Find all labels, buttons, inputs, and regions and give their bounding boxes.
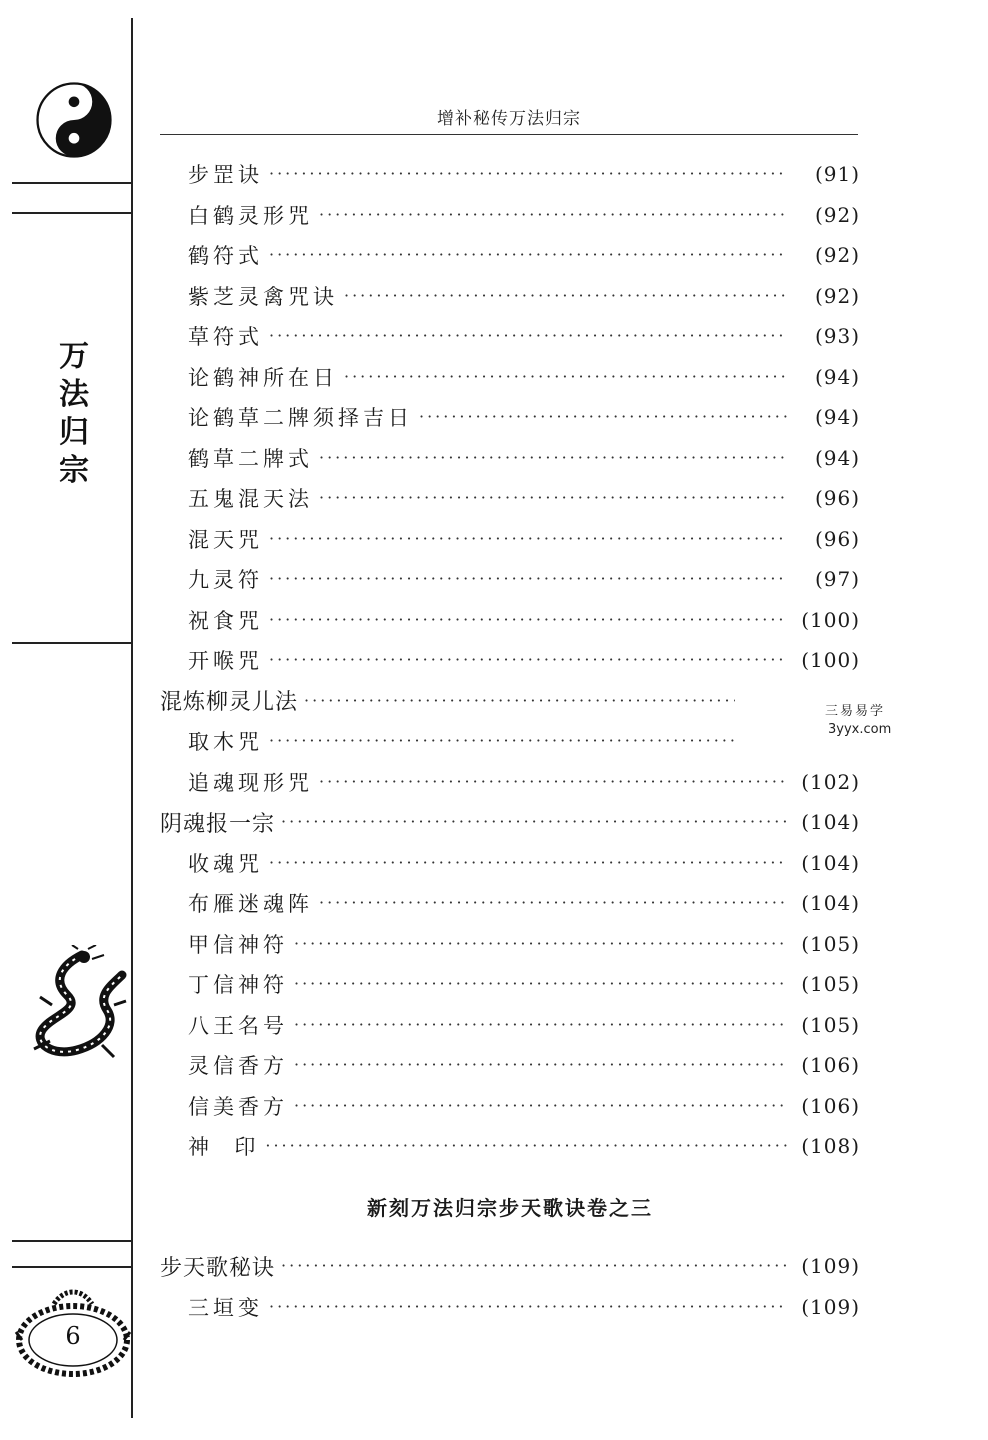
toc-entry[interactable] — [160, 316, 860, 357]
toc-entry[interactable] — [160, 600, 860, 641]
toc-entry-title: 三垣变 — [188, 1295, 263, 1320]
toc-entry[interactable] — [160, 235, 860, 276]
toc-entry-page: (92) — [814, 283, 860, 308]
toc-leader-dots — [294, 974, 788, 994]
toc-entry[interactable] — [160, 1086, 860, 1127]
toc-entry-page: (92) — [814, 202, 860, 227]
toc-entry-title: 灵信香方 — [188, 1054, 288, 1079]
toc-leader-dots — [319, 205, 788, 225]
toc-leader-dots — [294, 1015, 788, 1035]
toc-entry-title: 论鹤神所在日 — [188, 365, 338, 390]
toc-entry-page: (106) — [801, 1093, 860, 1118]
toc-entry-page: (104) — [801, 850, 860, 875]
toc-leader-dots — [269, 610, 788, 630]
side-title — [52, 338, 96, 490]
toc-entry-title: 追魂现形咒 — [188, 770, 313, 795]
toc-entry-page: (96) — [814, 526, 860, 551]
toc-entry[interactable] — [160, 195, 860, 236]
side-title-char: 宗 — [59, 453, 89, 488]
toc-entry-title: 祝食咒 — [188, 608, 263, 633]
toc-entry[interactable] — [160, 883, 860, 924]
toc-entry[interactable] — [160, 1005, 860, 1046]
toc-leader-dots — [269, 569, 788, 589]
toc-entry-title: 白鹤灵形咒 — [188, 203, 313, 228]
toc-entry-title: 鹤草二牌式 — [188, 446, 313, 471]
toc-leader-dots — [344, 367, 788, 387]
toc-entry[interactable] — [160, 438, 860, 479]
toc-leader-dots — [269, 1297, 788, 1317]
toc-entry-page: (91) — [814, 162, 860, 187]
toc-leader-dots — [281, 812, 788, 832]
toc-entry[interactable] — [160, 559, 860, 600]
toc-entry-title: 五鬼混天法 — [188, 487, 313, 512]
toc-entry-title: 八王名号 — [188, 1013, 288, 1038]
toc-entry-page: (105) — [801, 1012, 860, 1037]
toc-list — [160, 154, 860, 1167]
toc-entry[interactable] — [160, 762, 860, 803]
toc-leader-dots — [319, 772, 788, 792]
left-margin — [0, 0, 132, 1440]
toc-entry-title: 鹤符式 — [188, 244, 263, 269]
toc-entry[interactable] — [160, 357, 860, 398]
toc-entry-title: 开喉咒 — [188, 649, 263, 674]
yinyang-icon — [36, 82, 112, 158]
toc-entry[interactable] — [160, 397, 860, 438]
toc-entry-title: 取木咒 — [188, 730, 263, 755]
toc-leader-dots — [419, 407, 788, 427]
toc-entry-title: 步天歌秘诀 — [160, 1255, 276, 1281]
toc-entry-page: (94) — [814, 364, 860, 389]
toc-entry-page: (93) — [814, 324, 860, 349]
toc-leader-dots — [294, 1055, 788, 1075]
toc-entry-title: 紫芝灵禽咒诀 — [188, 284, 338, 309]
toc-entry-title: 丁信神符 — [188, 973, 288, 998]
toc-leader-dots — [294, 934, 788, 954]
toc-leader-dots — [281, 1256, 788, 1276]
toc-leader-dots — [269, 853, 788, 873]
toc-entry-title: 神 印 — [188, 1135, 260, 1160]
toc-leader-dots — [344, 286, 788, 306]
toc-entry[interactable] — [160, 276, 860, 317]
toc-entry[interactable] — [160, 964, 860, 1005]
toc-entry[interactable] — [160, 478, 860, 519]
toc-entry-page: (92) — [814, 243, 860, 268]
toc-entry[interactable] — [160, 519, 860, 560]
toc-entry[interactable] — [160, 154, 860, 195]
toc-entry-title: 九灵符 — [188, 568, 263, 593]
toc-entry-title: 混天咒 — [188, 527, 263, 552]
toc-entry-page: (108) — [801, 1134, 860, 1159]
toc-entry-title: 论鹤草二牌须择吉日 — [188, 406, 413, 431]
running-head: 增补秘传万法归宗 — [437, 109, 581, 129]
toc-leader-dots — [269, 731, 788, 751]
watermark-url: 3yyx.com — [828, 722, 892, 737]
toc-entry-page: (109) — [801, 1254, 860, 1279]
margin-rule — [12, 1266, 131, 1268]
toc-entry-page: (106) — [801, 1053, 860, 1078]
toc-entry-title: 收魂咒 — [188, 851, 263, 876]
margin-rule — [12, 212, 131, 214]
toc-entry-title: 草符式 — [188, 325, 263, 350]
toc-list-2 — [160, 1246, 860, 1327]
watermark — [735, 696, 905, 744]
toc-entry-page: (104) — [801, 891, 860, 916]
toc-entry-title: 步罡诀 — [188, 163, 263, 188]
toc-entry[interactable] — [160, 802, 860, 843]
toc-entry-page: (105) — [801, 972, 860, 997]
page-number: 6 — [65, 1322, 81, 1350]
toc-leader-dots — [319, 488, 788, 508]
side-title-char: 万 — [59, 339, 89, 374]
toc-leader-dots — [269, 650, 788, 670]
section-heading: 新刻万法归宗步天歌诀卷之三 — [367, 1196, 653, 1220]
toc-leader-dots — [304, 691, 788, 711]
toc-entry-title: 布雁迷魂阵 — [188, 892, 313, 917]
toc-entry-title: 甲信神符 — [188, 932, 288, 957]
toc-entry-page: (94) — [814, 445, 860, 470]
toc-leader-dots — [269, 245, 788, 265]
toc-entry[interactable] — [160, 924, 860, 965]
toc-entry-title: 混炼柳灵儿法 — [160, 690, 299, 716]
margin-rule — [12, 182, 131, 184]
toc-leader-dots — [319, 448, 788, 468]
toc-entry-page: (96) — [814, 486, 860, 511]
dragon-icon — [22, 945, 132, 1065]
toc-leader-dots — [319, 893, 788, 913]
toc-entry-title: 阴魂报一宗 — [160, 811, 276, 837]
toc-entry[interactable] — [160, 1126, 860, 1167]
toc-entry-page: (104) — [801, 810, 860, 835]
toc-leader-dots — [265, 1136, 788, 1156]
margin-rule — [12, 1240, 131, 1242]
toc-entry-page: (105) — [801, 931, 860, 956]
toc-leader-dots — [294, 1096, 788, 1116]
side-title-char: 归 — [59, 415, 89, 450]
margin-divider — [131, 18, 133, 1418]
toc-entry-page: (97) — [814, 567, 860, 592]
toc-entry[interactable] — [160, 1287, 860, 1328]
toc-entry-page: (100) — [801, 607, 860, 632]
toc-leader-dots — [269, 164, 788, 184]
toc-leader-dots — [269, 529, 788, 549]
toc-entry-page: (109) — [801, 1294, 860, 1319]
toc-entry-page: (100) — [801, 648, 860, 673]
side-title-char: 法 — [59, 377, 89, 412]
toc-leader-dots — [269, 326, 788, 346]
head-rule — [160, 134, 858, 135]
toc-entry-title: 信美香方 — [188, 1094, 288, 1119]
toc-entry[interactable] — [160, 1045, 860, 1086]
watermark-text: 三易易学 — [825, 704, 886, 719]
toc-entry-page: (94) — [814, 405, 860, 430]
toc-entry-page: (102) — [801, 769, 860, 794]
toc-entry[interactable] — [160, 1246, 860, 1287]
toc-entry[interactable] — [160, 843, 860, 884]
margin-rule — [12, 642, 131, 644]
toc-entry[interactable] — [160, 640, 860, 681]
